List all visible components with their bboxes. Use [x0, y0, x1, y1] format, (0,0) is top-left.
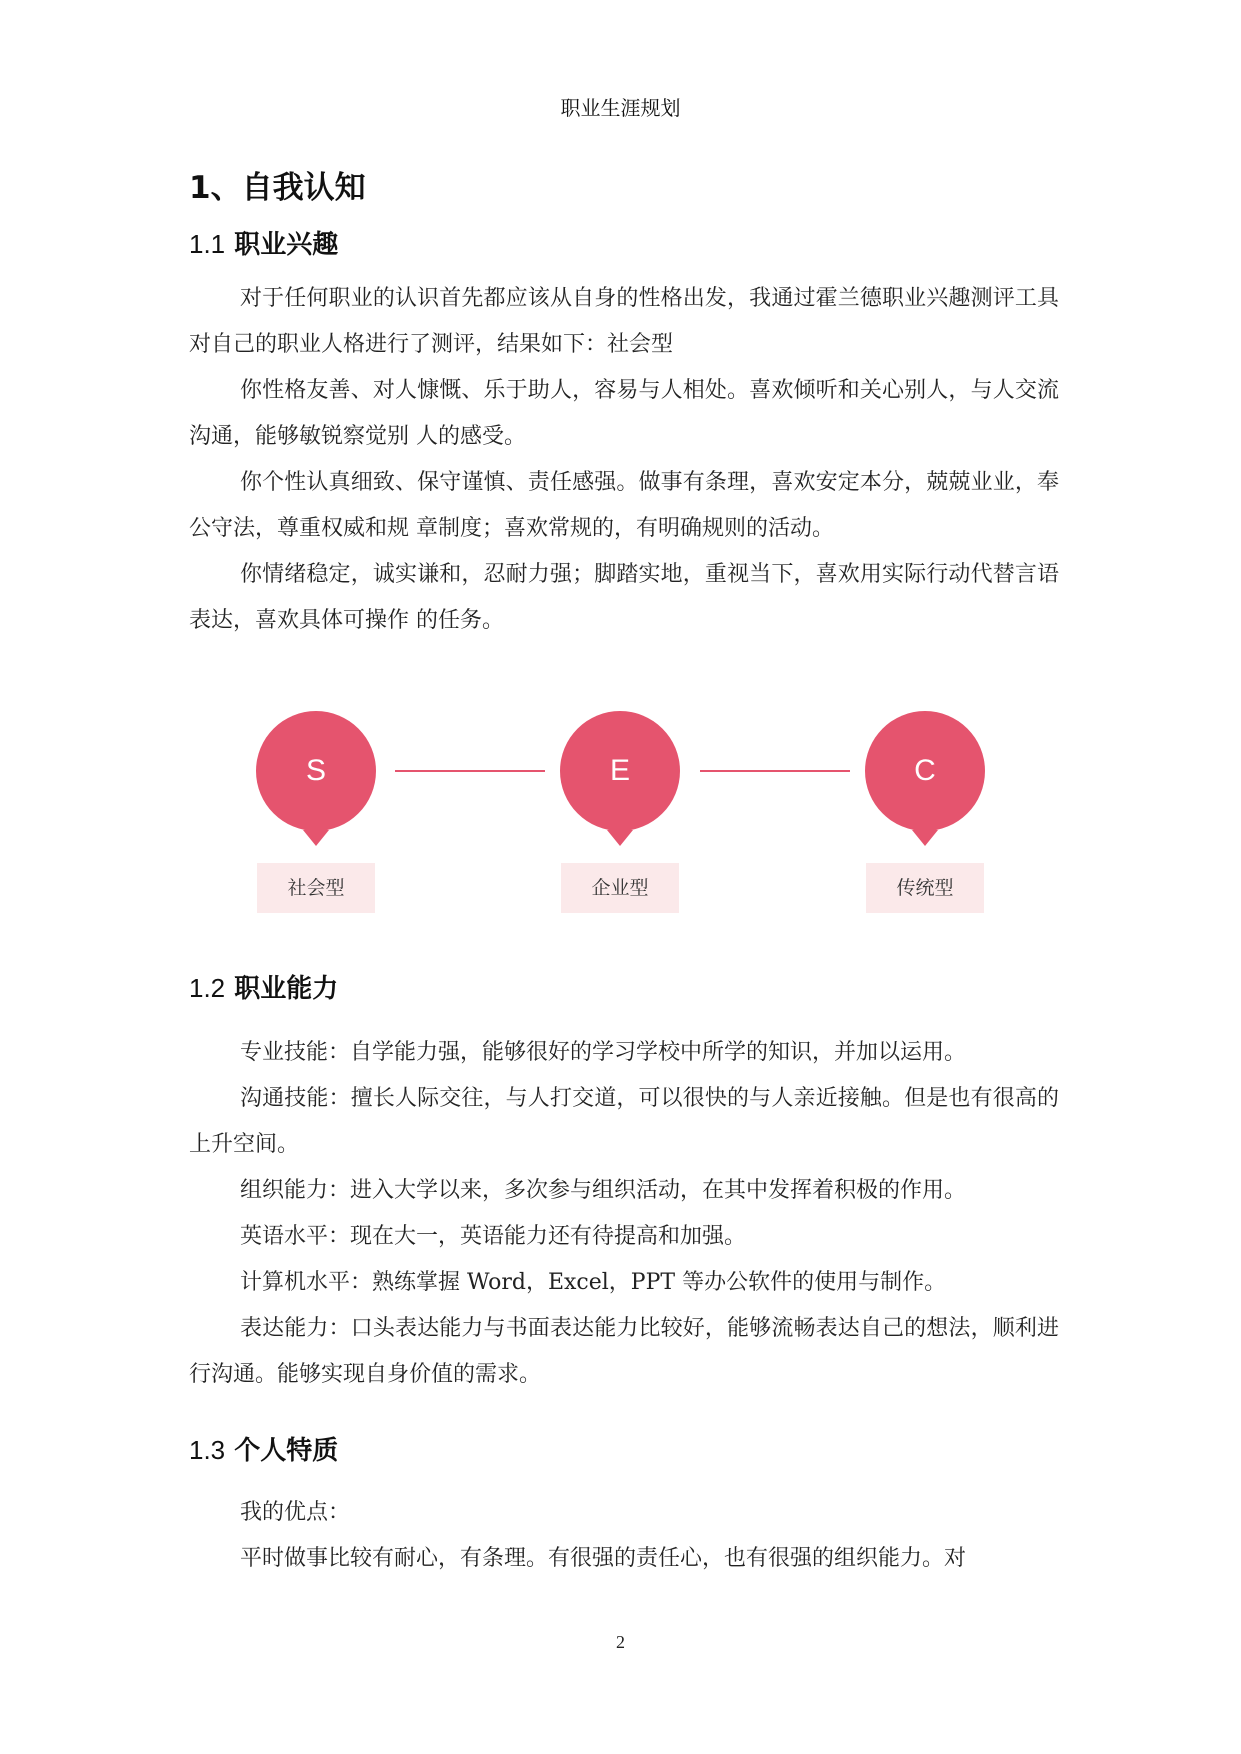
paragraph: 你性格友善、对人慷慨、乐于助人，容易与人相处。喜欢倾听和关心别人，与人交流沟通，能够敏锐察觉别 人的感受。 [189, 378, 1059, 449]
subsection-heading-career-interest [189, 224, 338, 261]
running-header: 职业生涯规划 [560, 96, 681, 120]
connector-line [395, 770, 545, 772]
section-heading-self-awareness: 1、自我认知 [189, 170, 366, 206]
subsection-heading-career-ability [189, 968, 338, 1005]
subsection-number: 1.3 [189, 1435, 226, 1465]
type-circle-s: S [256, 711, 376, 831]
subsection-title: 职业兴趣 [234, 230, 339, 260]
subsection-title: 个人特质 [234, 1436, 339, 1466]
subsection-title: 职业能力 [234, 974, 339, 1004]
subsection-heading-personal-traits [189, 1430, 338, 1467]
subsection-number: 1.2 [189, 973, 226, 1003]
type-label-conventional: 传统型 [866, 863, 984, 913]
paragraph: 平时做事比较有耐心，有条理。有很强的责任心，也有很强的组织能力。对 [240, 1546, 967, 1571]
type-label-social: 社会型 [257, 863, 375, 913]
paragraph: 沟通技能：擅长人际交往，与人打交道，可以很快的与人亲近接触。但是也有很高的上升空间。 [189, 1086, 1059, 1157]
type-circle-e: E [560, 711, 680, 831]
paragraph: 你情绪稳定，诚实谦和，忍耐力强；脚踏实地，重视当下，喜欢用实际行动代替言语表达，喜欢具体可操作 的任务。 [189, 562, 1059, 633]
page-number: 2 [616, 1632, 625, 1652]
pointer-icon [303, 830, 329, 846]
paragraph: 我的优点： [240, 1500, 351, 1525]
paragraph: 组织能力：进入大学以来，多次参与组织活动，在其中发挥着积极的作用。 [240, 1178, 967, 1203]
pointer-icon [912, 830, 938, 846]
pointer-icon [607, 830, 633, 846]
type-label-enterprising: 企业型 [561, 863, 679, 913]
paragraph: 专业技能：自学能力强，能够很好的学习学校中所学的知识，并加以运用。 [240, 1040, 967, 1065]
subsection-number: 1.1 [189, 229, 226, 259]
paragraph: 计算机水平：熟练掌握 Word，Excel，PPT 等办公软件的使用与制作。 [240, 1270, 947, 1295]
paragraph: 英语水平：现在大一，英语能力还有待提高和加强。 [240, 1224, 747, 1249]
connector-line [700, 770, 850, 772]
paragraph: 你个性认真细致、保守谨慎、责任感强。做事有条理，喜欢安定本分，兢兢业业，奉公守法，尊重权威和规 章制度；喜欢常规的，有明确规则的活动。 [189, 470, 1059, 541]
type-circle-c: C [865, 711, 985, 831]
paragraph: 表达能力：口头表达能力与书面表达能力比较好，能够流畅表达自己的想法，顺利进行沟通。能够实现自身价值的需求。 [189, 1316, 1059, 1387]
paragraph: 对于任何职业的认识首先都应该从自身的性格出发，我通过霍兰德职业兴趣测评工具对自己的职业人格进行了测评，结果如下：社会型 [189, 286, 1059, 357]
